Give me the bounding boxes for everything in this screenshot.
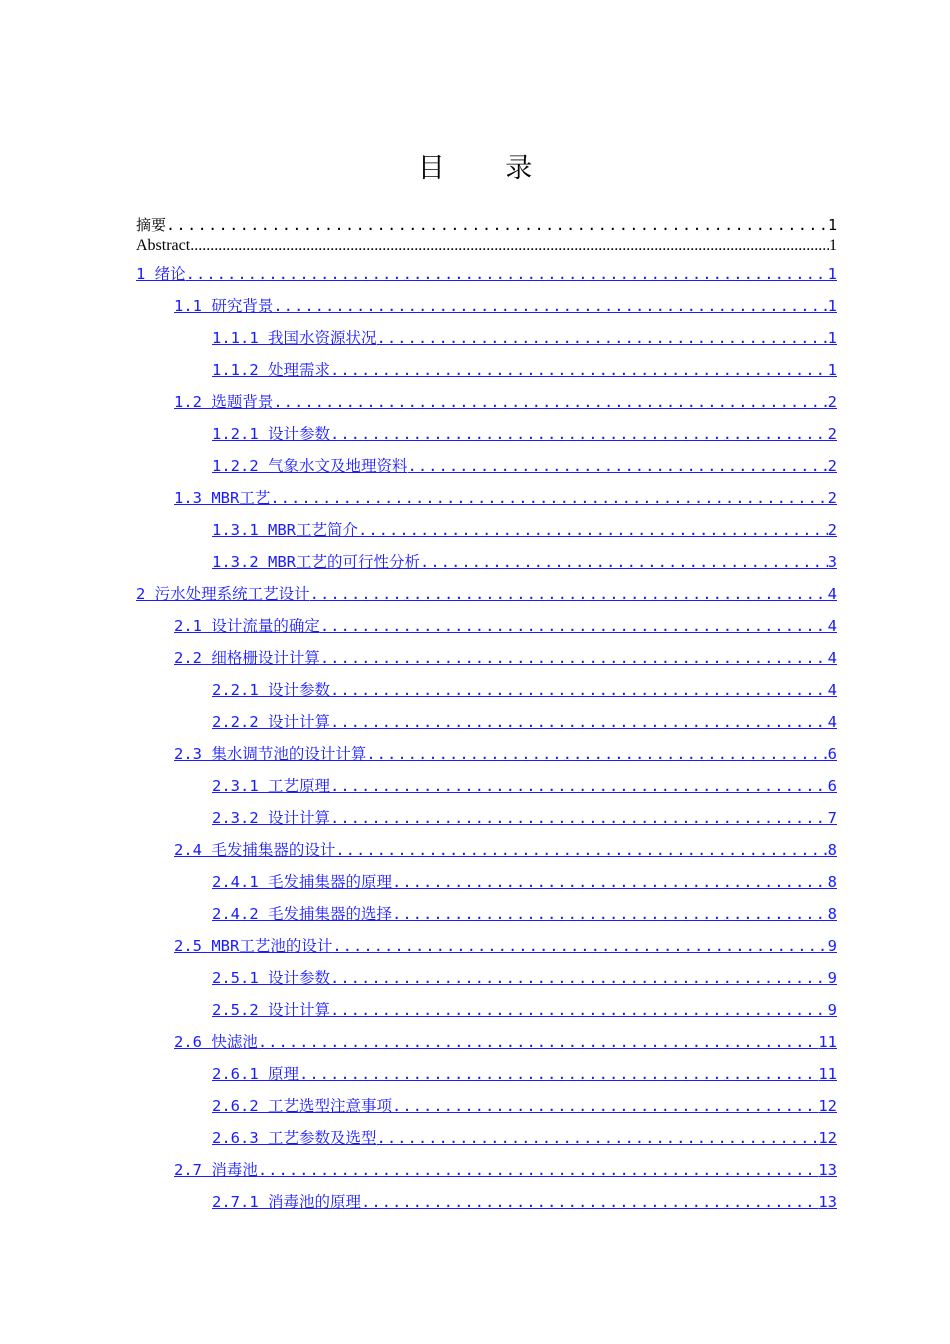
toc-page: 13: [818, 1161, 837, 1179]
toc-page: 2: [827, 393, 837, 411]
toc-link-2-2-2[interactable]: [212, 709, 837, 735]
toc-label: 2.5.1 设计参数: [212, 969, 330, 987]
toc-label: 1.1.1 我国水资源状况: [212, 329, 377, 347]
toc-page: 1: [827, 329, 837, 347]
toc-leader: [273, 293, 827, 319]
toc-label: 1 绪论: [136, 265, 186, 283]
toc-label: 1.3.1 MBR工艺简介: [212, 521, 358, 539]
toc-label: 2.3.1 工艺原理: [212, 777, 330, 795]
toc-link-2-5-2[interactable]: [212, 997, 837, 1023]
toc-leader: [330, 965, 828, 991]
toc-label: 2.4.1 毛发捕集器的原理: [212, 873, 392, 891]
toc-label: 2 污水处理系统工艺设计: [136, 585, 310, 603]
toc-page: 11: [818, 1065, 837, 1083]
toc-page: 4: [827, 649, 837, 667]
toc-label: 2.2 细格栅设计计算: [174, 649, 320, 667]
toc-leader: [273, 389, 827, 415]
toc-leader: [330, 773, 828, 799]
toc-link-1-2-1[interactable]: [212, 421, 837, 447]
toc-leader: [392, 901, 828, 927]
toc-page: 11: [818, 1033, 837, 1051]
toc-label: 2.3 集水调节池的设计计算: [174, 745, 367, 763]
toc-link-2-3[interactable]: [174, 741, 837, 767]
toc-label: 摘要: [136, 216, 167, 234]
toc-leader: [366, 741, 827, 767]
toc-leader: [186, 261, 828, 287]
toc-label: 2.5.2 设计计算: [212, 1001, 330, 1019]
toc-page: 13: [818, 1193, 837, 1211]
toc-leader: [335, 837, 827, 863]
toc-page: 12: [818, 1097, 837, 1115]
toc-leader: [377, 1125, 819, 1151]
toc-link-2-4-2[interactable]: [212, 901, 837, 927]
toc-label: 2.2.1 设计参数: [212, 681, 330, 699]
toc-label: 2.7.1 消毒池的原理: [212, 1193, 361, 1211]
toc-link-1-1-1[interactable]: [212, 325, 837, 351]
toc-leader: [258, 1029, 819, 1055]
toc-leader: [330, 421, 828, 447]
toc-leader: [258, 1157, 819, 1183]
toc-label: 2.4 毛发捕集器的设计: [174, 841, 336, 859]
toc-page: 12: [818, 1129, 837, 1147]
toc-page: 4: [827, 681, 837, 699]
toc-link-1-1-2[interactable]: [212, 357, 837, 383]
toc-page: 2: [827, 457, 837, 475]
toc-page: 3: [827, 553, 837, 571]
toc-label: 2.1 设计流量的确定: [174, 617, 320, 635]
toc-page: 6: [827, 777, 837, 795]
toc-link-1-3[interactable]: [174, 485, 837, 511]
toc-label: 2.3.2 设计计算: [212, 809, 330, 827]
toc-leader: [420, 549, 828, 575]
toc-label: 2.6.2 工艺选型注意事项: [212, 1097, 392, 1115]
toc-page: 7: [827, 809, 837, 827]
toc-page: 8: [827, 905, 837, 923]
toc-label: 2.2.2 设计计算: [212, 713, 330, 731]
toc-page: 4: [827, 585, 837, 603]
toc-link-2-1[interactable]: [174, 613, 837, 639]
toc-leader: [392, 869, 828, 895]
toc-label: 1.1 研究背景: [174, 297, 274, 315]
toc-leader: [332, 933, 827, 959]
toc-label: 1.3 MBR工艺: [174, 489, 271, 507]
toc-leader: [361, 1189, 818, 1215]
toc-link-2-4-1[interactable]: [212, 869, 837, 895]
toc-link-1-3-2[interactable]: [212, 549, 837, 575]
toc-link-2-2[interactable]: [174, 645, 837, 671]
toc-page: 8: [827, 873, 837, 891]
toc-page: 1: [827, 361, 837, 379]
toc-leader: [330, 677, 828, 703]
toc-link-2-3-2[interactable]: [212, 805, 837, 831]
toc-page: 2: [827, 521, 837, 539]
toc-link-1-1[interactable]: [174, 293, 837, 319]
toc-page: 9: [827, 1001, 837, 1019]
toc-link-2-6-3[interactable]: [212, 1125, 837, 1151]
toc-label: 2.6.1 原理: [212, 1065, 299, 1083]
toc-page: 4: [827, 713, 837, 731]
toc-label: 1.3.2 MBR工艺的可行性分析: [212, 553, 420, 571]
toc-page: 1: [827, 297, 837, 315]
toc-leader: [320, 613, 828, 639]
toc-link-2-7-1[interactable]: [212, 1189, 837, 1215]
toc-link-1[interactable]: [136, 261, 837, 287]
toc-link-2-7[interactable]: [174, 1157, 837, 1183]
toc-leader: [330, 357, 828, 383]
toc-link-2-6-2[interactable]: [212, 1093, 837, 1119]
toc-label: 2.4.2 毛发捕集器的选择: [212, 905, 392, 923]
toc-page: 1: [827, 265, 837, 283]
toc-page: 2: [827, 425, 837, 443]
toc-page: 1: [829, 237, 837, 254]
toc-link-2-6-1[interactable]: [212, 1061, 837, 1087]
toc-label: 2.6.3 工艺参数及选型: [212, 1129, 377, 1147]
toc-link-1-3-1[interactable]: [212, 517, 837, 543]
toc-link-2-6[interactable]: [174, 1029, 837, 1055]
toc-leader: [330, 805, 828, 831]
toc-leader: [408, 453, 828, 479]
toc-label: 2.7 消毒池: [174, 1161, 258, 1179]
toc-leader: [270, 485, 827, 511]
toc-leader: [320, 645, 828, 671]
toc-page: 9: [827, 937, 837, 955]
toc-link-1-2[interactable]: [174, 389, 837, 415]
toc-leader: [330, 709, 828, 735]
toc-label: Abstract: [136, 237, 191, 254]
toc-leader: [310, 581, 828, 607]
toc-link-2[interactable]: [136, 581, 837, 607]
toc-link-1-2-2[interactable]: [212, 453, 837, 479]
toc-label: 1.2.2 气象水文及地理资料: [212, 457, 408, 475]
toc-link-2-5-1[interactable]: [212, 965, 837, 991]
toc-leader: [299, 1061, 818, 1087]
toc-label: 2.6 快滤池: [174, 1033, 258, 1051]
toc-page: 4: [827, 617, 837, 635]
toc-page: 2: [827, 489, 837, 507]
toc-entry-abstract-en: [136, 233, 837, 259]
toc-leader: [330, 997, 828, 1023]
toc-link-2-5[interactable]: [174, 933, 837, 959]
page-title: 目 录: [417, 153, 559, 184]
toc-leader: [190, 233, 829, 259]
toc-link-2-3-1[interactable]: [212, 773, 837, 799]
toc-label: 1.2 选题背景: [174, 393, 274, 411]
toc-page: 9: [827, 969, 837, 987]
toc-link-2-4[interactable]: [174, 837, 837, 863]
toc-label: 1.1.2 处理需求: [212, 361, 330, 379]
toc-leader: [358, 517, 828, 543]
toc-page: 6: [827, 745, 837, 763]
toc-label: 2.5 MBR工艺池的设计: [174, 937, 333, 955]
toc-page: 1: [827, 216, 837, 234]
toc-label: 1.2.1 设计参数: [212, 425, 330, 443]
toc-leader: [377, 325, 828, 351]
toc-leader: [392, 1093, 818, 1119]
toc-link-2-2-1[interactable]: [212, 677, 837, 703]
toc-page: 8: [827, 841, 837, 859]
